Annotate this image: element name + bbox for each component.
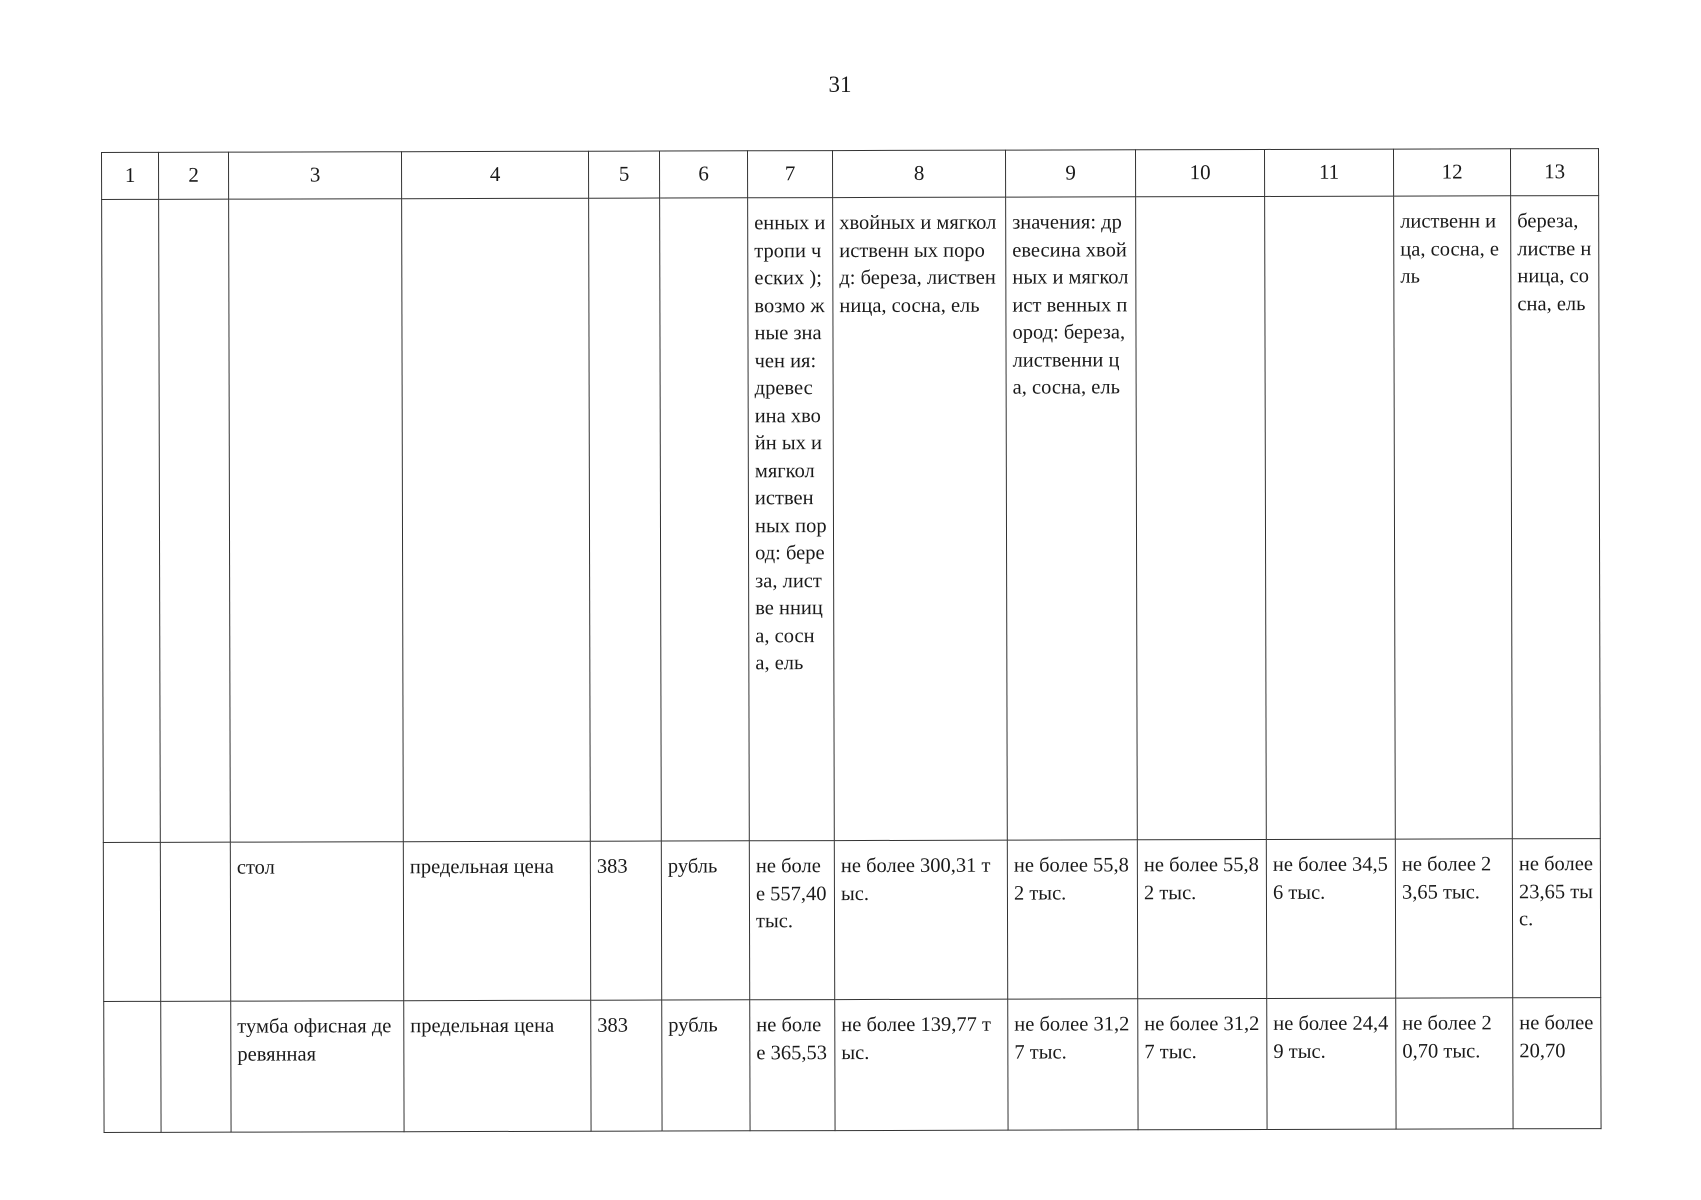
table-cell: не более 23,65 тыс.	[1395, 839, 1512, 998]
column-header: 5	[588, 151, 659, 198]
column-header: 4	[402, 151, 589, 198]
table-cell: значения: древесина хвойных и мягколист венных пород: береза, лиственни ца, сосна, ель	[1006, 197, 1138, 840]
table-cell: енных и тропи ческих ); возмо жные значен ия: древес ина хвойн ых и мягкол иствен ных пород: береза, листве нница, сосна, ель	[748, 198, 835, 841]
table-cell: хвойных и мягколиственн ых пород: береза, лиственница, сосна, ель	[833, 197, 1008, 840]
column-header: 8	[832, 150, 1005, 197]
okei-code: 383	[590, 841, 661, 1000]
table-cell: не более 24,49 тыс.	[1267, 998, 1396, 1129]
table-cell: не более 557,40 тыс.	[749, 841, 834, 1000]
table-cell: не более 300,31 тыс.	[834, 840, 1007, 999]
column-header: 11	[1264, 149, 1393, 196]
table-cell: не более 20,70 тыс.	[1396, 998, 1513, 1129]
page-number: 31	[828, 72, 852, 97]
table-cell: не более 55,82 тыс.	[1007, 840, 1137, 999]
characteristic: предельная цена	[403, 841, 590, 1000]
table-cell: лиственн ица, сосна, ель	[1394, 196, 1513, 839]
column-header: 3	[229, 152, 402, 199]
table-cell	[589, 198, 662, 841]
table-row	[104, 998, 1601, 1133]
table-cell	[160, 842, 230, 1001]
table-cell: не более 139,77 тыс.	[835, 999, 1008, 1130]
data-table	[101, 148, 1602, 1133]
characteristic: предельная цена	[404, 1000, 591, 1131]
table-cell	[161, 1001, 231, 1132]
table-cell	[402, 198, 591, 841]
table-cell	[159, 199, 231, 842]
table-cell: не более 34,56 тыс.	[1266, 839, 1395, 998]
table-row	[103, 839, 1600, 1002]
table-cell: береза, листве нница, сосна, ель	[1511, 196, 1601, 839]
table-cell	[103, 842, 160, 1001]
table-cell: не более 31,27 тыс.	[1138, 998, 1267, 1129]
table-cell	[1136, 196, 1267, 839]
unit: рубль	[662, 1000, 750, 1131]
table-cell	[104, 1001, 161, 1132]
column-header: 9	[1005, 150, 1135, 197]
table-cell: не более 55,82 тыс.	[1137, 839, 1266, 998]
column-header: 12	[1393, 149, 1510, 196]
okei-code: 383	[591, 1000, 662, 1131]
table-cell	[1265, 196, 1396, 839]
header-row	[102, 149, 1599, 200]
table-cell: не более 20,70	[1513, 998, 1601, 1129]
item-name: тумба офисная деревянная	[231, 1001, 404, 1132]
table-cell	[102, 199, 161, 842]
table-cell: не более 365,53	[750, 1000, 835, 1131]
table-cell: не более 23,65 тыс.	[1512, 839, 1600, 998]
unit: рубль	[661, 841, 749, 1000]
table-cell	[660, 198, 750, 841]
column-header: 6	[659, 151, 747, 198]
item-name: стол	[230, 842, 403, 1001]
table-cell	[229, 199, 404, 842]
column-header: 1	[102, 152, 159, 199]
column-header: 13	[1510, 149, 1598, 196]
table-row	[102, 196, 1601, 843]
column-header: 10	[1135, 149, 1264, 196]
column-header: 2	[159, 152, 229, 199]
table-cell: не более 31,27 тыс.	[1008, 999, 1138, 1130]
column-header: 7	[747, 151, 832, 198]
